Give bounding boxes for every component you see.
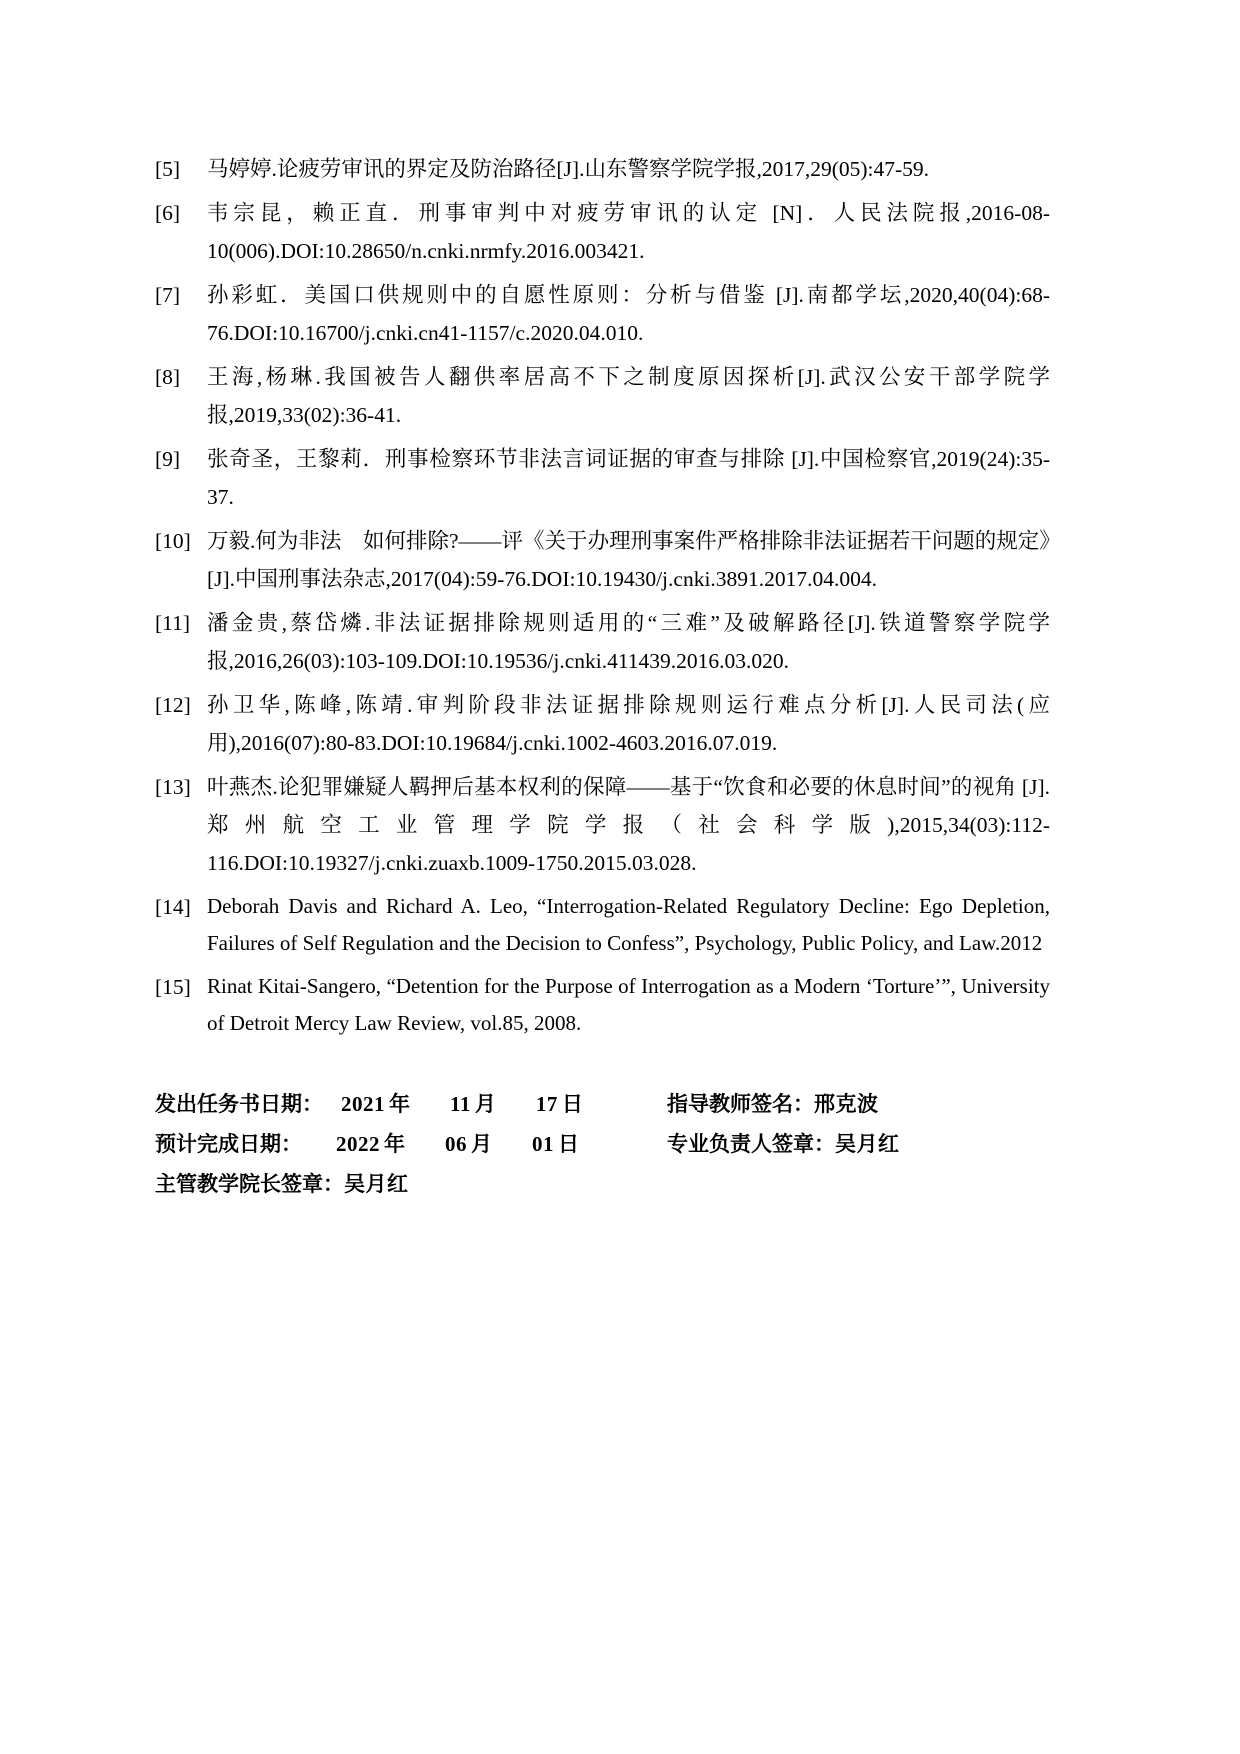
reference-text: 孙彩虹．美国口供规则中的自愿性原则：分析与借鉴 [J].南都学坛,2020,40(04):68-76.DOI:10.16700/j.cnki.cn41-1157/c.2020.04.010. — [207, 283, 1050, 345]
reference-text: 万毅.何为非法 如何排除?——评《关于办理刑事案件严格排除非法证据若干问题的规定》[J].中国刑事法杂志,2017(04):59-76.DOI:10.19430/j.cnki.3891.2017.04.004. — [207, 529, 1050, 591]
reference-entry-9 — [155, 440, 1050, 516]
issue-date-day-value: 17 — [535, 1092, 558, 1116]
major-head-signature-group — [667, 1128, 900, 1158]
issue-date-row — [155, 1088, 1055, 1128]
reference-entry-5 — [155, 150, 1050, 188]
issue-date-year-value: 2021 — [341, 1092, 385, 1116]
reference-text: Rinat Kitai-Sangero, “Detention for the Purpose of Interrogation as a Modern ‘Torture’”, University of Detroit Mercy Law Review, vol.85, 2008. — [207, 974, 1050, 1035]
major-head-name: 吴月红 — [835, 1132, 900, 1156]
reference-entry-14 — [155, 888, 1050, 962]
reference-number: [5] — [155, 157, 181, 181]
reference-number: [7] — [155, 283, 181, 307]
reference-entry-10 — [155, 522, 1050, 598]
reference-entry-8 — [155, 358, 1050, 434]
reference-text: 马婷婷.论疲劳审讯的界定及防治路径[J].山东警察学院学报,2017,29(05):47-59. — [207, 157, 930, 181]
dean-row — [155, 1168, 1055, 1208]
due-date-year-unit: 年 — [384, 1133, 405, 1156]
dean-label: 主管教学院长签章： — [155, 1173, 344, 1196]
due-date-month-value: 06 — [445, 1132, 467, 1156]
reference-entry-11 — [155, 604, 1050, 680]
reference-list — [155, 150, 1050, 1042]
reference-entry-15 — [155, 968, 1050, 1042]
reference-entry-7 — [155, 276, 1050, 352]
reference-number: [13] — [155, 775, 191, 799]
issue-date-month-unit: 月 — [474, 1093, 496, 1116]
reference-number: [8] — [155, 365, 181, 389]
reference-number: [14] — [155, 895, 191, 919]
reference-text: 王海,杨琳.我国被告人翻供率居高不下之制度原因探析[J].武汉公安干部学院学报,2019,33(02):36-41. — [207, 365, 1050, 427]
advisor-label: 指导教师签名： — [667, 1093, 814, 1116]
reference-entry-13 — [155, 768, 1050, 882]
reference-number: [9] — [155, 447, 181, 471]
reference-entry-12 — [155, 686, 1050, 762]
issue-date-day-unit: 日 — [561, 1093, 583, 1116]
reference-text: 孙卫华,陈峰,陈靖.审判阶段非法证据排除规则运行难点分析[J].人民司法(应用),2016(07):80-83.DOI:10.19684/j.cnki.1002-4603.2016.07.019. — [207, 693, 1050, 755]
due-date-year-value: 2022 — [336, 1132, 380, 1156]
reference-text: 潘金贵,蔡岱燐.非法证据排除规则适用的“三难”及破解路径[J].铁道警察学院学报,2016,26(03):103-109.DOI:10.19536/j.cnki.411439.2016.03.020. — [207, 611, 1050, 673]
reference-number: [15] — [155, 975, 191, 999]
due-date-label: 预计完成日期： — [155, 1133, 302, 1156]
reference-number: [12] — [155, 693, 191, 717]
reference-number: [11] — [155, 611, 191, 635]
due-date-group — [155, 1128, 667, 1158]
reference-text: 张奇圣，王黎莉．刑事检察环节非法言词证据的审查与排除 [J].中国检察官,2019(24):35-37. — [207, 447, 1050, 509]
advisor-name: 邢克波 — [814, 1092, 879, 1116]
issue-date-group — [155, 1088, 667, 1118]
due-date-day-value: 01 — [532, 1132, 554, 1156]
dean-name: 吴月红 — [344, 1172, 409, 1196]
reference-entry-6 — [155, 194, 1050, 270]
reference-text: 韦宗昆，赖正直．刑事审判中对疲劳审讯的认定 [N]．人民法院报,2016-08-10(006).DOI:10.28650/n.cnki.nrmfy.2016.003421. — [207, 201, 1050, 263]
reference-text: 叶燕杰.论犯罪嫌疑人羁押后基本权利的保障——基于“饮食和必要的休息时间”的视角 [J].郑州航空工业管理学院学报（社会科学版),2015,34(03):112-116.DOI:10.19327/j.cnki.zuaxb.1009-1750.2015.03.028. — [207, 775, 1050, 875]
due-date-month-unit: 月 — [471, 1133, 492, 1156]
issue-date-month-value: 11 — [450, 1092, 471, 1116]
due-date-day-unit: 日 — [558, 1133, 579, 1156]
issue-date-year-unit: 年 — [389, 1093, 410, 1116]
major-head-label: 专业负责人签章： — [667, 1133, 835, 1156]
reference-number: [6] — [155, 201, 181, 225]
due-date-row — [155, 1128, 1055, 1168]
reference-text: Deborah Davis and Richard A. Leo, “Interrogation-Related Regulatory Decline: Ego Depletion, Failures of Self Regulation and the Decision to Confess”, Psychology, Public Policy, and Law.2012 — [207, 894, 1050, 955]
advisor-signature-group — [667, 1088, 879, 1118]
issue-date-label: 发出任务书日期： — [155, 1093, 323, 1116]
signature-block — [155, 1088, 1055, 1208]
reference-number: [10] — [155, 529, 191, 553]
